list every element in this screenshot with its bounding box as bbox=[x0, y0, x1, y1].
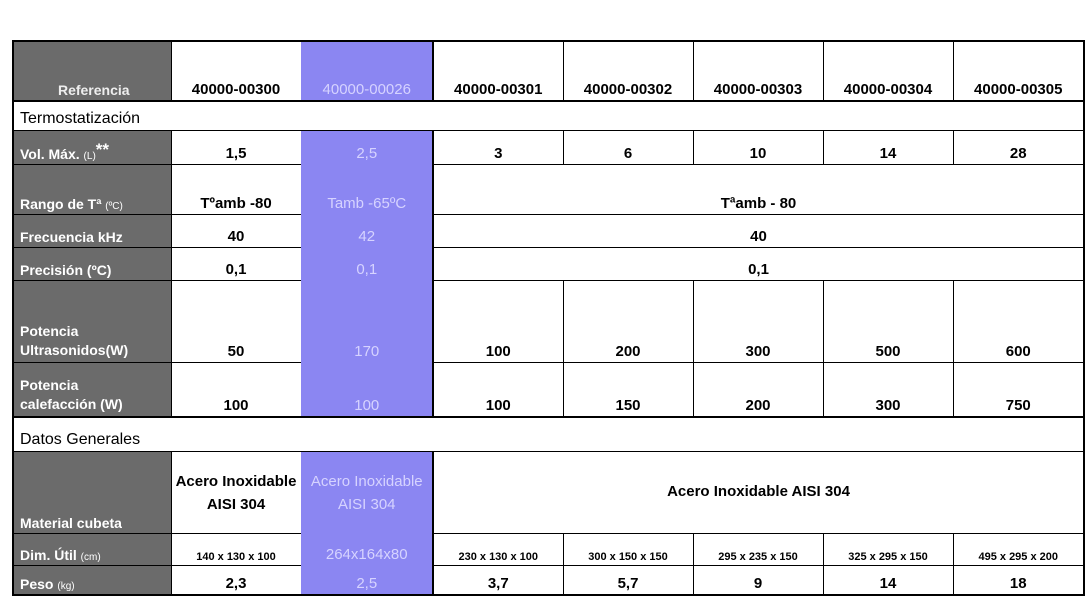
value-cell: 300 bbox=[823, 362, 953, 417]
value-cell: 100 bbox=[171, 362, 301, 417]
header-label: Referencia bbox=[13, 41, 171, 101]
value-cell-highlighted: 42 bbox=[301, 214, 433, 247]
value-cell-merged: 40 bbox=[433, 214, 1084, 247]
value-cell: 3,7 bbox=[433, 565, 563, 595]
value-cell: Acero Inoxidable AISI 304 bbox=[171, 451, 301, 533]
value-cell-merged: 0,1 bbox=[433, 247, 1084, 280]
row-label-material: Material cubeta bbox=[13, 451, 171, 533]
value-cell-highlighted: 2,5 bbox=[301, 565, 433, 595]
value-cell: 14 bbox=[823, 565, 953, 595]
row-freq bbox=[13, 214, 1084, 247]
value-cell: 295 x 235 x 150 bbox=[693, 533, 823, 565]
value-cell: 6 bbox=[563, 130, 693, 164]
value-cell: 300 x 150 x 150 bbox=[563, 533, 693, 565]
row-vol bbox=[13, 130, 1084, 164]
value-cell: 100 bbox=[433, 362, 563, 417]
value-cell: 600 bbox=[953, 280, 1084, 362]
ref-cell: 40000-00300 bbox=[171, 41, 301, 101]
value-cell: 300 bbox=[693, 280, 823, 362]
value-cell-highlighted: 0,1 bbox=[301, 247, 433, 280]
value-cell: 495 x 295 x 200 bbox=[953, 533, 1084, 565]
row-label-vol: Vol. Máx. (L)** bbox=[13, 130, 171, 164]
value-cell: 100 bbox=[433, 280, 563, 362]
ref-cell: 40000-00305 bbox=[953, 41, 1084, 101]
row-pot-us bbox=[13, 280, 1084, 362]
value-cell: 18 bbox=[953, 565, 1084, 595]
value-cell: 1,5 bbox=[171, 130, 301, 164]
section-title-general: Datos Generales bbox=[13, 417, 1084, 451]
row-label-prec: Precisión (ºC) bbox=[13, 247, 171, 280]
value-cell: 2,3 bbox=[171, 565, 301, 595]
row-label-rango: Rango de Tª (ºC) bbox=[13, 164, 171, 214]
ref-cell: 40000-00304 bbox=[823, 41, 953, 101]
value-cell-highlighted: 2,5 bbox=[301, 130, 433, 164]
section-row-thermo bbox=[13, 101, 1084, 130]
value-cell-merged: Acero Inoxidable AISI 304 bbox=[433, 451, 1084, 533]
row-label-freq: Frecuencia kHz bbox=[13, 214, 171, 247]
value-cell: 200 bbox=[693, 362, 823, 417]
value-cell: 10 bbox=[693, 130, 823, 164]
value-cell: 325 x 295 x 150 bbox=[823, 533, 953, 565]
row-material bbox=[13, 451, 1084, 533]
value-cell: 3 bbox=[433, 130, 563, 164]
value-cell-highlighted: 264x164x80 bbox=[301, 533, 433, 565]
row-rango bbox=[13, 164, 1084, 214]
row-label-pot-cal: Potencia calefacción (W) bbox=[13, 362, 171, 417]
value-cell: 140 x 130 x 100 bbox=[171, 533, 301, 565]
value-cell: 230 x 130 x 100 bbox=[433, 533, 563, 565]
value-cell-merged: Tªamb - 80 bbox=[433, 164, 1084, 214]
value-cell-highlighted: Acero Inoxidable AISI 304 bbox=[301, 451, 433, 533]
row-prec bbox=[13, 247, 1084, 280]
value-cell: 750 bbox=[953, 362, 1084, 417]
row-dim bbox=[13, 533, 1084, 565]
value-cell: Tºamb -80 bbox=[171, 164, 301, 214]
value-cell: 40 bbox=[171, 214, 301, 247]
ref-cell-highlighted: 40000-00026 bbox=[301, 41, 433, 101]
value-cell: 9 bbox=[693, 565, 823, 595]
value-cell-highlighted: 100 bbox=[301, 362, 433, 417]
value-cell: 200 bbox=[563, 280, 693, 362]
ref-cell: 40000-00303 bbox=[693, 41, 823, 101]
value-cell: 14 bbox=[823, 130, 953, 164]
value-cell: 28 bbox=[953, 130, 1084, 164]
value-cell: 5,7 bbox=[563, 565, 693, 595]
ref-cell: 40000-00302 bbox=[563, 41, 693, 101]
value-cell: 500 bbox=[823, 280, 953, 362]
value-cell-highlighted: Tamb -65ºC bbox=[301, 164, 433, 214]
section-row-general bbox=[13, 417, 1084, 451]
row-pot-cal bbox=[13, 362, 1084, 417]
ref-cell: 40000-00301 bbox=[433, 41, 563, 101]
value-cell: 50 bbox=[171, 280, 301, 362]
row-peso bbox=[13, 565, 1084, 595]
value-cell: 150 bbox=[563, 362, 693, 417]
section-title-thermo: Termostatización bbox=[13, 101, 1084, 130]
row-label-dim: Dim. Útil (cm) bbox=[13, 533, 171, 565]
row-label-peso: Peso (kg) bbox=[13, 565, 171, 595]
row-label-pot-us: Potencia Ultrasonidos(W) bbox=[13, 280, 171, 362]
value-cell: 0,1 bbox=[171, 247, 301, 280]
value-cell-highlighted: 170 bbox=[301, 280, 433, 362]
header-row bbox=[13, 41, 1084, 101]
spec-table bbox=[12, 40, 1085, 596]
